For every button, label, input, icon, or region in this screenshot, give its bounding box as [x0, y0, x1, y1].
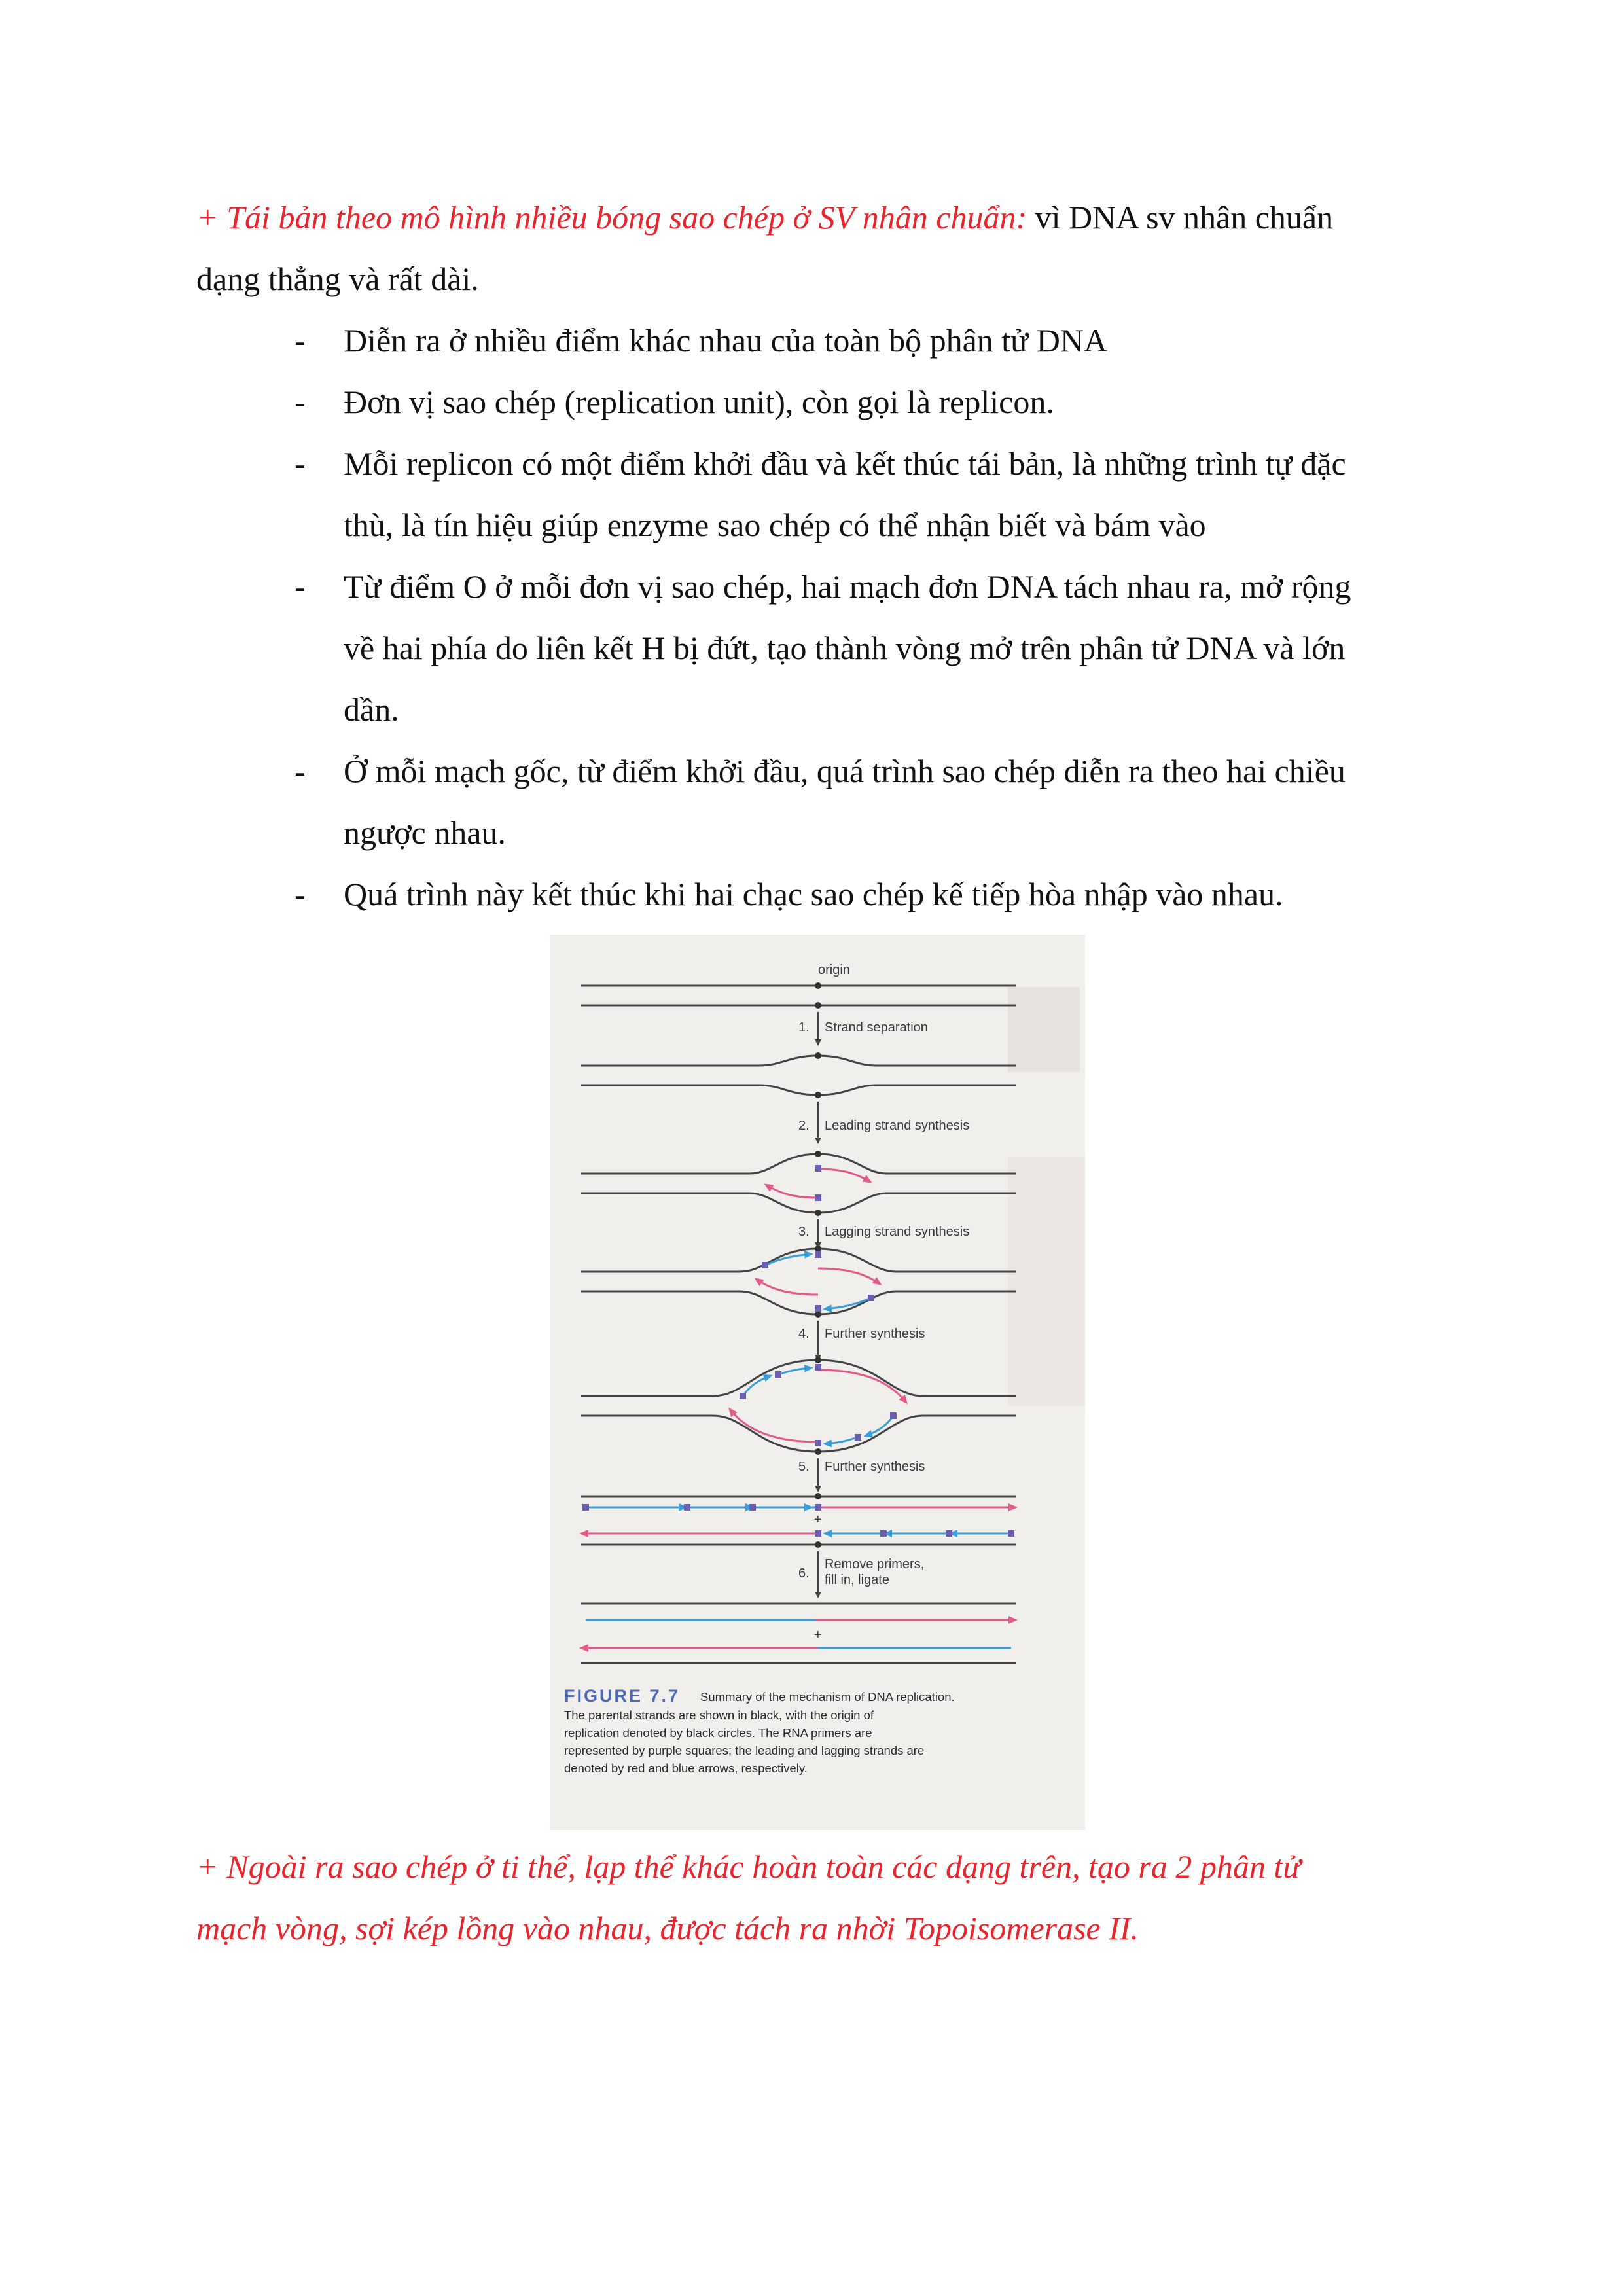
leading-strand — [756, 1279, 818, 1295]
dna-replication-figure — [550, 935, 1085, 1830]
intro-paragraph — [196, 187, 1440, 310]
rna-primer — [946, 1530, 952, 1537]
step-number: 1. — [798, 1020, 810, 1035]
bullet-line: Ở mỗi mạch gốc, từ điểm khởi đầu, quá trình sao chép diễn ra theo hai chiều — [344, 753, 1346, 789]
step-label: Lagging strand synthesis — [825, 1225, 970, 1239]
stage-bubble-1 — [581, 1052, 1016, 1098]
rna-primer — [762, 1262, 768, 1268]
bullet-item-2 — [344, 371, 1450, 433]
caption-line: replication denoted by black circles. The RNA primers are — [564, 1726, 872, 1740]
origin-dot — [815, 1210, 821, 1216]
step-label-2: fill in, ligate — [825, 1573, 889, 1587]
lagging-strand — [825, 1437, 857, 1444]
leading-strand — [818, 1169, 870, 1182]
parental-strand — [581, 1249, 1016, 1272]
plus-sign: + — [814, 1628, 822, 1642]
origin-dot — [815, 1092, 821, 1098]
stage-leading — [581, 1151, 1016, 1216]
rna-primer — [749, 1504, 756, 1511]
rna-primer — [855, 1434, 861, 1441]
rna-primer — [684, 1504, 690, 1511]
bullet-dash: - — [294, 568, 306, 605]
origin-dot — [815, 1246, 821, 1252]
figure-caption — [564, 1686, 955, 1775]
rna-primer — [815, 1504, 821, 1511]
bullet-dash: - — [294, 876, 306, 912]
figure-diagram — [550, 935, 1085, 1830]
rna-primer — [815, 1165, 821, 1172]
outro-paragraph — [196, 1836, 1440, 1959]
origin-dot — [815, 1151, 821, 1157]
rna-primer — [582, 1504, 589, 1511]
origin-dot — [815, 1541, 821, 1548]
rna-primer — [775, 1371, 781, 1378]
outro-line-2: mạch vòng, sợi kép lồng vào nhau, được tách ra nhời Topoisomerase II. — [196, 1910, 1139, 1946]
stage-lagging — [581, 1246, 1016, 1318]
bullet-item-1 — [344, 310, 1450, 371]
bullet-dash: - — [294, 753, 306, 789]
step-label: Strand separation — [825, 1020, 928, 1035]
origin-dot — [815, 1357, 821, 1363]
origin-dot — [815, 982, 821, 989]
stage-further-1 — [581, 1357, 1016, 1455]
stage-further-2 — [581, 1493, 1016, 1548]
rna-primer — [1008, 1530, 1014, 1537]
parental-strand — [581, 1416, 1016, 1452]
bullet-line: Quá trình này kết thúc khi hai chạc sao chép kế tiếp hòa nhập vào nhau. — [344, 876, 1283, 912]
background-shade — [1008, 1157, 1085, 1406]
lagging-strand — [865, 1416, 893, 1436]
background-shade — [1008, 987, 1080, 1072]
caption-line: represented by purple squares; the leading and lagging strands are — [564, 1744, 925, 1757]
rna-primer — [815, 1305, 821, 1312]
origin-dot — [815, 1052, 821, 1059]
rna-primer — [815, 1364, 821, 1371]
step-label: Remove primers, — [825, 1557, 925, 1571]
outro-line-1: + Ngoài ra sao chép ở ti thể, lạp thể khác hoàn toàn các dạng trên, tạo ra 2 phân tử — [196, 1848, 1301, 1885]
bullet-line: Diễn ra ở nhiều điểm khác nhau của toàn bộ phân tử DNA — [344, 322, 1108, 359]
intro-rest: vì DNA sv nhân chuẩn — [1027, 199, 1334, 236]
step-number: 4. — [798, 1327, 810, 1341]
rna-primer — [880, 1530, 887, 1537]
rna-primer — [815, 1440, 821, 1446]
intro-line-1 — [196, 187, 1440, 248]
step-label: Further synthesis — [825, 1327, 925, 1341]
caption-line: denoted by red and blue arrows, respectively. — [564, 1761, 808, 1775]
lagging-strand — [779, 1368, 812, 1374]
rna-primer — [815, 1251, 821, 1258]
parental-strand — [581, 1056, 1016, 1066]
bullet-line: ngược nhau. — [344, 814, 506, 851]
rna-primer — [890, 1412, 897, 1419]
rna-primer — [815, 1530, 821, 1537]
parental-strand — [581, 1085, 1016, 1095]
bullet-item-5 — [344, 740, 1450, 863]
bullet-item-4 — [344, 556, 1450, 740]
origin-dot — [815, 1002, 821, 1009]
bullet-dash: - — [294, 322, 306, 359]
rna-primer — [868, 1295, 874, 1301]
plus-sign: + — [814, 1513, 822, 1527]
origin-dot — [815, 1493, 821, 1499]
intro-line-2: dạng thẳng và rất dài. — [196, 260, 479, 297]
origin-dot — [815, 1448, 821, 1455]
step-number: 5. — [798, 1460, 810, 1474]
rna-primer — [740, 1393, 746, 1399]
leading-strand — [818, 1268, 880, 1284]
bullet-line: về hai phía do liên kết H bị đứt, tạo thành vòng mở trên phân tử DNA và lớn — [344, 630, 1346, 666]
origin-label: origin — [818, 963, 850, 977]
caption-title: FIGURE 7.7 — [564, 1686, 681, 1706]
bullet-item-3 — [344, 433, 1450, 556]
stage-parental — [581, 982, 1016, 1009]
caption-line: Summary of the mechanism of DNA replication. — [700, 1690, 955, 1704]
stage-ligated — [581, 1604, 1016, 1663]
parental-strand — [581, 1291, 1016, 1314]
step-label: Leading strand synthesis — [825, 1119, 970, 1133]
lagging-strand — [743, 1376, 771, 1396]
bullet-line: Từ điểm O ở mỗi đơn vị sao chép, hai mạch đơn DNA tách nhau ra, mở rộng — [344, 568, 1351, 605]
step-number: 6. — [798, 1566, 810, 1581]
bullet-dash: - — [294, 384, 306, 420]
bullet-line: Mỗi replicon có một điểm khởi đầu và kết thúc tái bản, là những trình tự đặc — [344, 445, 1346, 482]
bullet-line: thù, là tín hiệu giúp enzyme sao chép có thể nhận biết và bám vào — [344, 507, 1206, 543]
intro-heading: + Tái bản theo mô hình nhiều bóng sao chép ở SV nhân chuẩn: — [196, 199, 1027, 236]
step-number: 3. — [798, 1225, 810, 1239]
origin-dot — [815, 1311, 821, 1318]
parental-strand — [581, 1154, 1016, 1174]
step-number: 2. — [798, 1119, 810, 1133]
caption-line: The parental strands are shown in black, with the origin of — [564, 1708, 874, 1722]
rna-primer — [815, 1194, 821, 1201]
leading-strand — [766, 1185, 818, 1198]
bullet-line: Đơn vị sao chép (replication unit), còn gọi là replicon. — [344, 384, 1054, 420]
step-label: Further synthesis — [825, 1460, 925, 1474]
bullet-line: dần. — [344, 691, 399, 728]
bullet-item-6 — [344, 863, 1450, 925]
bullet-dash: - — [294, 445, 306, 482]
parental-strand — [581, 1360, 1016, 1396]
